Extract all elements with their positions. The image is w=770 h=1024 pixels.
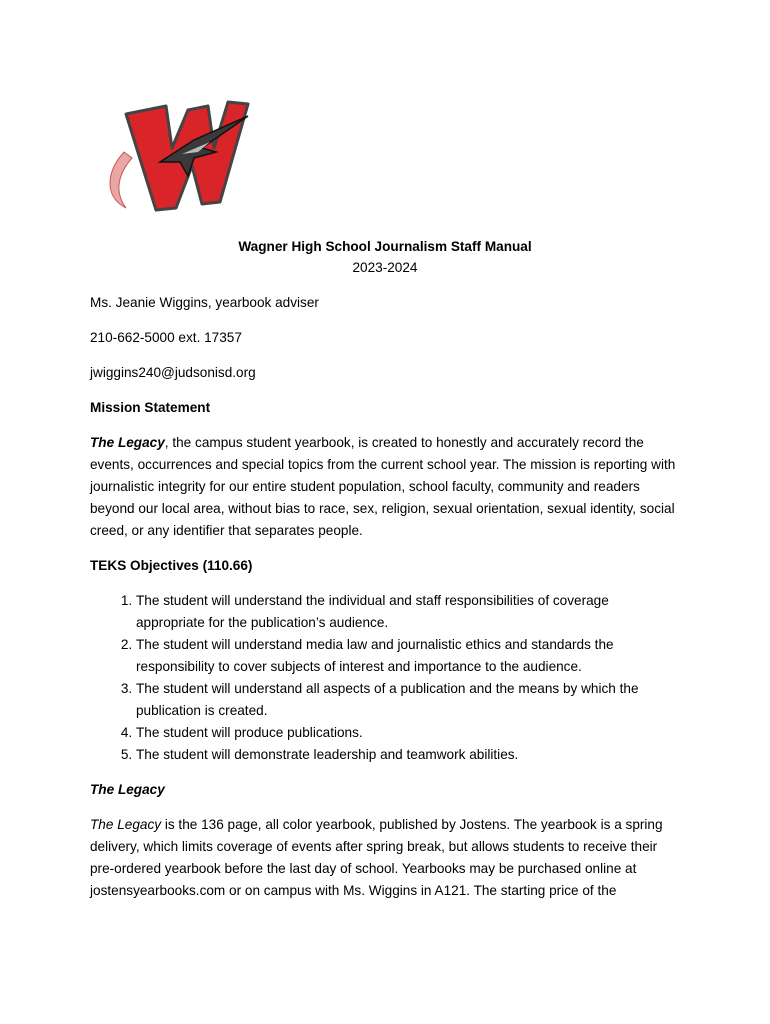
teks-heading: TEKS Objectives (110.66) xyxy=(90,558,253,573)
phone-line: 210-662-5000 ext. 17357 xyxy=(90,330,242,345)
list-item: 1. The student will understand the individual and staff responsibilities of coverage appropriate for the publication’s audience. xyxy=(136,590,680,634)
mission-text: , the campus student yearbook, is created to honestly and accurately record the events, occurrences and special topics from the current school year. The mission is reporting with journalistic integrity for our entire student population, school faculty, community and readers beyond our local area, without bias to race, sex, religion, sexual orientation, sexual identity, social creed, or any identifier that separates people. xyxy=(90,435,676,538)
legacy-heading: The Legacy xyxy=(90,782,165,797)
document-body xyxy=(90,292,680,915)
mission-lead: The Legacy xyxy=(90,435,165,450)
title-block xyxy=(0,236,770,278)
logo-graphic xyxy=(98,92,258,216)
teks-list xyxy=(90,590,680,766)
list-item: 2. The student will understand media law and journalistic ethics and standards the responsibility to cover subjects of interest and importance to the audience. xyxy=(136,634,680,678)
legacy-text: is the 136 page, all color yearbook, published by Jostens. The yearbook is a spring delivery, which limits coverage of events after spring break, but allows students to receive their pre-ordered yearbook before the last day of school. Yearbooks may be purchased online at jostensyearbooks.com or on campus with Ms. Wiggins in A121. The starting price of the xyxy=(90,817,663,898)
list-item: 3. The student will understand all aspects of a publication and the means by which the publication is created. xyxy=(136,678,680,722)
adviser-line: Ms. Jeanie Wiggins, yearbook adviser xyxy=(90,295,319,310)
document-title: Wagner High School Journalism Staff Manual xyxy=(238,239,532,254)
wagner-w-logo xyxy=(98,92,258,216)
legacy-paragraph xyxy=(90,814,680,902)
email-line: jwiggins240@judsonisd.org xyxy=(90,365,256,380)
logo-swoosh xyxy=(110,152,132,208)
document-year: 2023-2024 xyxy=(352,260,418,275)
list-item: 5. The student will demonstrate leadership and teamwork abilities. xyxy=(136,744,680,766)
mission-paragraph xyxy=(90,432,680,542)
mission-heading: Mission Statement xyxy=(90,400,211,415)
list-item: 4. The student will produce publications. xyxy=(136,722,680,744)
legacy-lead: The Legacy xyxy=(90,817,162,832)
